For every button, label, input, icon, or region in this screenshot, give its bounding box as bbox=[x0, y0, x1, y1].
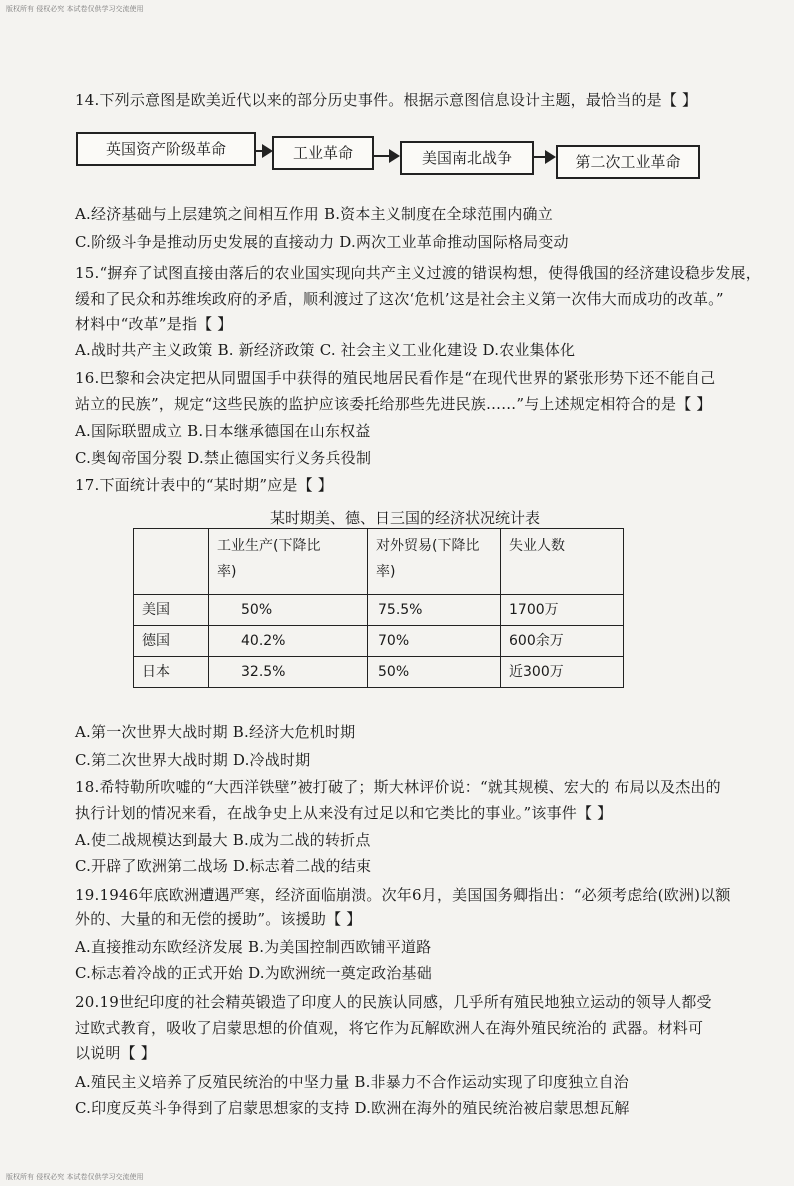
table-header-trade bbox=[368, 529, 501, 595]
row-country: 德国 bbox=[134, 626, 209, 657]
table-row bbox=[134, 595, 624, 626]
header-trade-line-1: 对外贸易(下降比 bbox=[376, 538, 480, 554]
table-header-industry bbox=[209, 529, 368, 595]
row-industry: 32.5% bbox=[209, 657, 368, 688]
row-trade: 50% bbox=[368, 657, 501, 688]
header-industry-line-1: 工业生产(下降比 bbox=[217, 538, 321, 554]
q14-options-ab: A.经济基础与上层建筑之间相互作用 B.资本主义制度在全球范围内确立 bbox=[75, 205, 553, 223]
q18-stem-1: 18.希特勒所吹嘘的“大西洋铁壁”被打破了；斯大林评价说：“就其规模、宏大的 布局以及杰出的 bbox=[75, 778, 721, 796]
economic-stats-table bbox=[133, 528, 624, 688]
row-trade: 70% bbox=[368, 626, 501, 657]
q17-options-ab: A.第一次世界大战时期 B.经济大危机时期 bbox=[75, 723, 356, 741]
q19-options-ab: A.直接推动东欧经济发展 B.为美国控制西欧铺平道路 bbox=[75, 938, 432, 956]
q20-stem-1: 20.19世纪印度的社会精英锻造了印度人的民族认同感，几乎所有殖民地独立运动的领导人都受 bbox=[75, 993, 712, 1011]
q16-stem-1: 16.巴黎和会决定把从同盟国手中获得的殖民地居民看作是“在现代世界的紧张形势下还不能自己 bbox=[75, 369, 716, 387]
table-row bbox=[134, 657, 624, 688]
q20-options-cd: C.印度反英斗争得到了启蒙思想家的支持 D.欧洲在海外的殖民统治被启蒙思想瓦解 bbox=[75, 1099, 630, 1117]
q16-stem-2: 站立的民族”，规定“这些民族的监护应该委托给那些先进民族……”与上述规定相符合的是【 】 bbox=[75, 395, 712, 413]
q20-options-ab: A.殖民主义培养了反殖民统治的中坚力量 B.非暴力不合作运动实现了印度独立自治 bbox=[75, 1073, 629, 1091]
header-note: 版权所有 侵权必究 本试卷仅供学习交流使用 bbox=[6, 5, 144, 13]
table-caption: 某时期美、德、日三国的经济状况统计表 bbox=[270, 509, 541, 527]
q15-stem-3: 材料中“改革”是指【 】 bbox=[75, 315, 233, 333]
flow-box-3: 美国南北战争 bbox=[400, 141, 534, 175]
header-industry-line-2: 率) bbox=[217, 564, 237, 580]
row-unemployment: 1700万 bbox=[501, 595, 624, 626]
q20-stem-2: 过欧式教育，吸收了启蒙思想的价值观，将它作为瓦解欧洲人在海外殖民统治的 武器。材料可 bbox=[75, 1019, 704, 1037]
q17-options-cd: C.第二次世界大战时期 D.冷战时期 bbox=[75, 751, 311, 769]
flow-box-1: 英国资产阶级革命 bbox=[76, 132, 256, 166]
row-industry: 40.2% bbox=[209, 626, 368, 657]
q19-stem-1: 19.1946年底欧洲遭遇严寒，经济面临崩溃。次年6月，美国国务卿指出：“必须考虑给(欧洲)以额 bbox=[75, 886, 731, 904]
q15-options: A.战时共产主义政策 B. 新经济政策 C. 社会主义工业化建设 D.农业集体化 bbox=[75, 341, 576, 359]
flow-arrow-3 bbox=[532, 156, 554, 158]
row-trade: 75.5% bbox=[368, 595, 501, 626]
flow-arrow-2 bbox=[372, 155, 398, 157]
q18-options-ab: A.使二战规模达到最大 B.成为二战的转折点 bbox=[75, 831, 371, 849]
table-header-row bbox=[134, 529, 624, 595]
q20-stem-3: 以说明【 】 bbox=[75, 1044, 156, 1062]
header-trade-line-2: 率) bbox=[376, 564, 396, 580]
table-header-country bbox=[134, 529, 209, 595]
q19-options-cd: C.标志着冷战的正式开始 D.为欧洲统一奠定政治基础 bbox=[75, 964, 432, 982]
table-row bbox=[134, 626, 624, 657]
row-unemployment: 600余万 bbox=[501, 626, 624, 657]
flow-box-4: 第二次工业革命 bbox=[556, 145, 700, 179]
q15-stem-2: 缓和了民众和苏维埃政府的矛盾，顺利渡过了这次‘危机’这是社会主义第一次伟大而成功的改革。” bbox=[75, 290, 724, 308]
q14-stem: 14.下列示意图是欧美近代以来的部分历史事件。根据示意图信息设计主题，最恰当的是【 】 bbox=[75, 91, 698, 109]
row-unemployment: 近300万 bbox=[501, 657, 624, 688]
q18-options-cd: C.开辟了欧洲第二战场 D.标志着二战的结束 bbox=[75, 857, 372, 875]
table-header-unemployment: 失业人数 bbox=[501, 529, 624, 595]
flow-arrow-1 bbox=[254, 150, 271, 152]
q16-options-cd: C.奥匈帝国分裂 D.禁止德国实行义务兵役制 bbox=[75, 449, 372, 467]
q17-stem: 17.下面统计表中的“某时期”应是【 】 bbox=[75, 476, 333, 494]
row-industry: 50% bbox=[209, 595, 368, 626]
q19-stem-2: 外的、大量的和无偿的援助”。该援助【 】 bbox=[75, 910, 362, 928]
footer-note: 版权所有 侵权必究 本试卷仅供学习交流使用 bbox=[6, 1173, 144, 1181]
q15-stem-1: 15.“摒弃了试图直接由落后的农业国实现向共产主义过渡的错误构想，使得俄国的经济建设稳步发展， bbox=[75, 264, 761, 282]
flow-box-2: 工业革命 bbox=[272, 136, 374, 170]
q14-options-cd: C.阶级斗争是推动历史发展的直接动力 D.两次工业革命推动国际格局变动 bbox=[75, 233, 569, 251]
q18-stem-2: 执行计划的情况来看，在战争史上从来没有过足以和它类比的事业。”该事件【 】 bbox=[75, 804, 613, 822]
row-country: 日本 bbox=[134, 657, 209, 688]
row-country: 美国 bbox=[134, 595, 209, 626]
q16-options-ab: A.国际联盟成立 B.日本继承德国在山东权益 bbox=[75, 422, 371, 440]
